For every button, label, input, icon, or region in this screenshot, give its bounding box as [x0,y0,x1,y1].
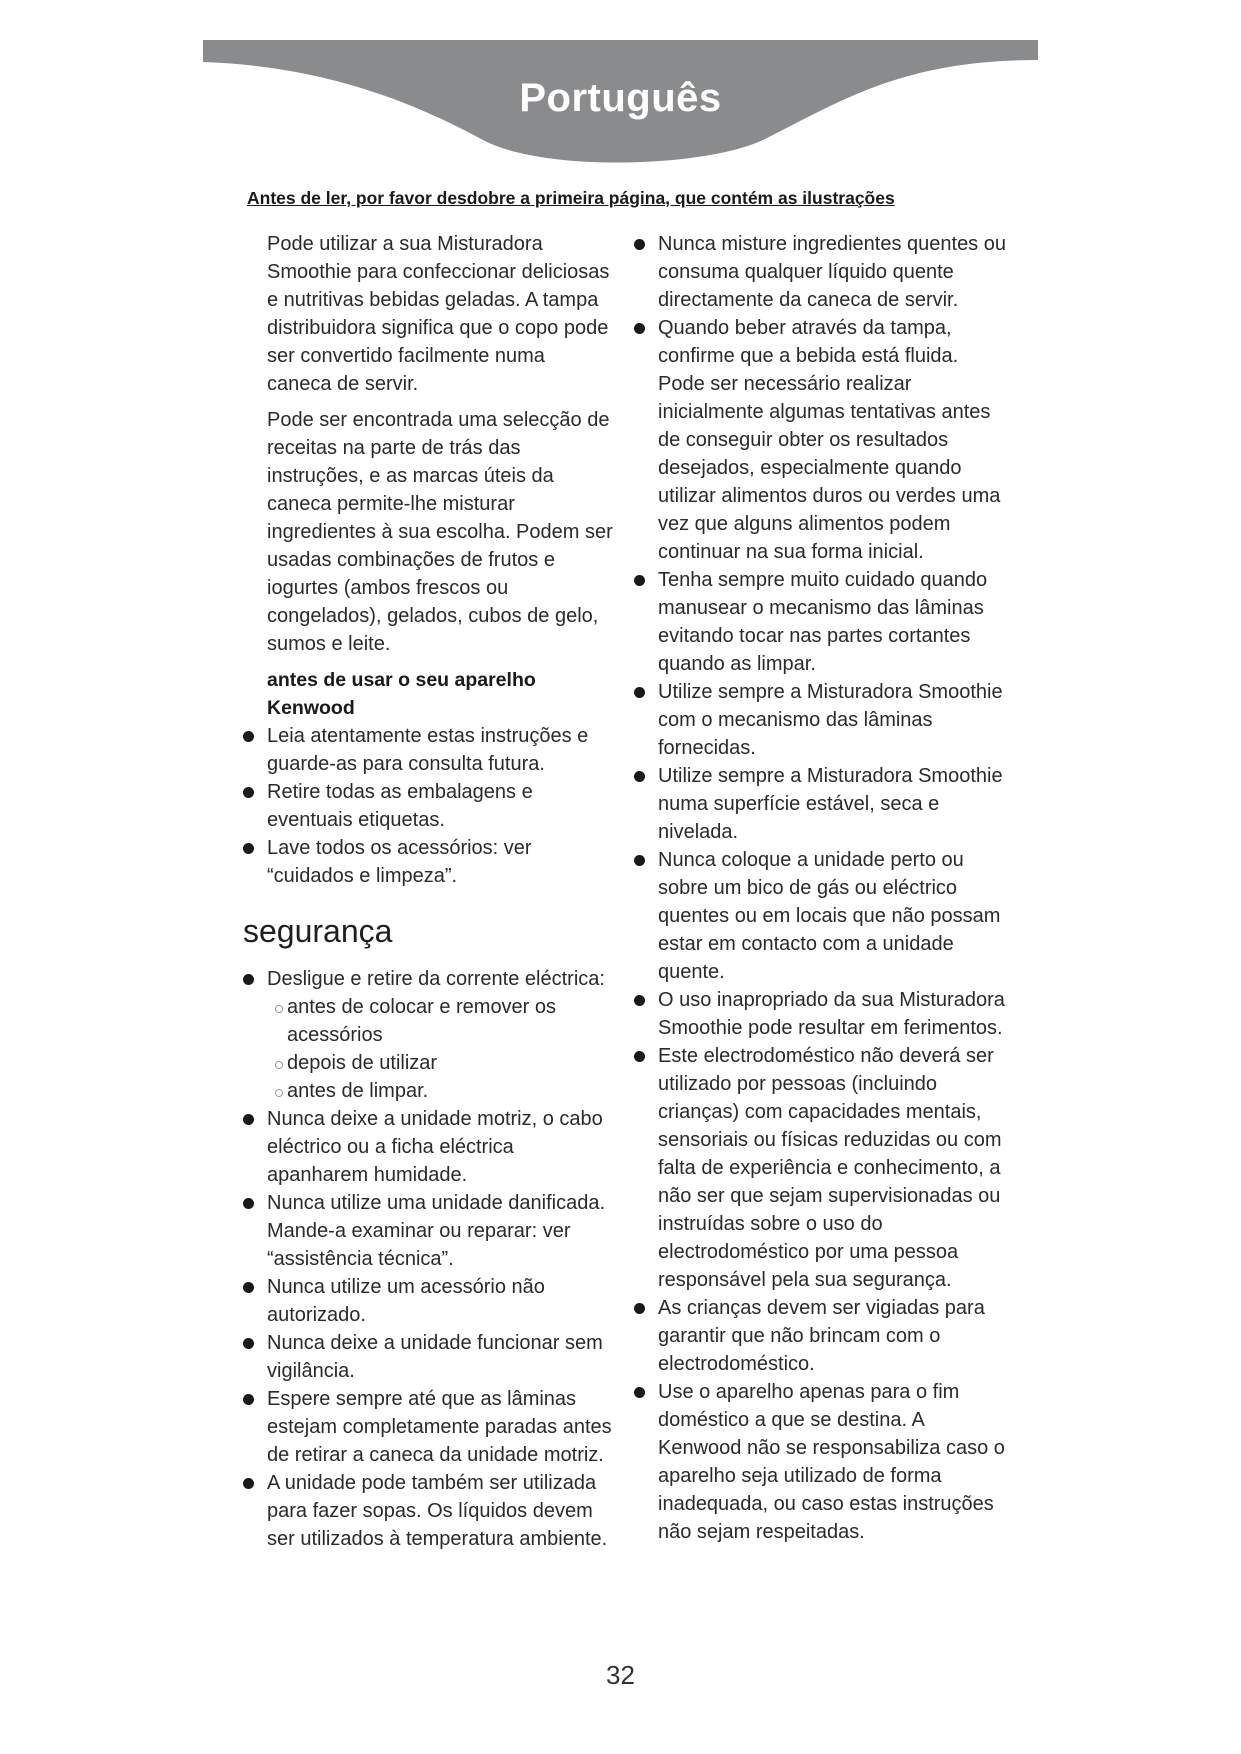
list-item: Use o aparelho apenas para o fim doméstico a que se destina. A Kenwood não se responsabiliza caso o aparelho seja utilizado de forma inadequada, ou caso estas instruções não sejam respeitadas. [634,1378,1009,1546]
safety-section-title: segurança [243,913,393,949]
bullet-icon [243,1282,254,1293]
sub-list-item: depois de utilizar [243,1049,613,1077]
sub-bullet-icon [275,1005,283,1013]
left-column [243,230,613,1553]
sub-list-item: antes de colocar e remover os acessórios [243,993,613,1049]
before-use-list [243,722,613,890]
bullet-icon [243,843,254,854]
language-banner [203,40,1038,175]
list-item: Quando beber através da tampa, confirme que a bebida está fluida. Pode ser necessário realizar inicialmente algumas tentativas antes de conseguir obter os resultados desejados, especialmente quando utilizar alimentos duros ou verdes uma vez que alguns alimentos podem continuar na sua forma inicial. [634,314,1009,566]
bullet-icon [634,687,645,698]
list-item: Este electrodoméstico não deverá ser utilizado por pessoas (incluindo crianças) com capacidades mentais, sensoriais ou físicas reduzidas ou com falta de experiência e conhecimento, a não ser que sejam supervisionadas ou instruídas sobre o uso do electrodoméstico por uma pessoa responsável pela sua segurança. [634,1042,1009,1294]
list-item: Retire todas as embalagens e eventuais etiquetas. [243,778,613,834]
bullet-icon [634,855,645,866]
list-item: Utilize sempre a Misturadora Smoothie com o mecanismo das lâminas fornecidas. [634,678,1009,762]
before-use-heading: antes de usar o seu aparelho Kenwood [267,669,536,719]
bullet-icon [634,771,645,782]
list-item: Tenha sempre muito cuidado quando manusear o mecanismo das lâminas evitando tocar nas partes cortantes quando as limpar. [634,566,1009,678]
list-item: Leia atentamente estas instruções e guarde-as para consulta futura. [243,722,613,778]
list-item: Nunca coloque a unidade perto ou sobre um bico de gás ou eléctrico quentes ou em locais que não possam estar em contacto com a unidade quente. [634,846,1009,986]
sub-bullet-icon [275,1061,283,1069]
bullet-icon [243,1478,254,1489]
list-item: Utilize sempre a Misturadora Smoothie numa superfície estável, seca e nivelada. [634,762,1009,846]
list-item: O uso inapropriado da sua Misturadora Smoothie pode resultar em ferimentos. [634,986,1009,1042]
recipes-paragraph: Pode ser encontrada uma selecção de receitas na parte de trás das instruções, e as marcas úteis da caneca permite-lhe misturar ingredientes à sua escolha. Podem ser usadas combinações de frutos e iogurtes (ambos frescos ou congelados), gelados, cubos de gelo, sumos e leite. [267,409,613,655]
safety-list-continued [634,230,1009,1546]
list-item: Nunca utilize um acessório não autorizado. [243,1273,613,1329]
list-item: Nunca deixe a unidade motriz, o cabo eléctrico ou a ficha eléctrica apanharem humidade. [243,1105,613,1189]
list-item: Espere sempre até que as lâminas estejam completamente paradas antes de retirar a caneca da unidade motriz. [243,1385,613,1469]
page-number: 32 [606,1660,635,1690]
language-title: Português [519,76,722,120]
bullet-icon [634,1051,645,1062]
bullet-icon [634,239,645,250]
unfold-instruction-note: Antes de ler, por favor desdobre a primeira página, que contém as ilustrações [247,188,895,208]
list-item: A unidade pode também ser utilizada para fazer sopas. Os líquidos devem ser utilizados à temperatura ambiente. [243,1469,613,1553]
bullet-icon [634,323,645,334]
bullet-icon [634,575,645,586]
safety-list [243,965,613,1553]
list-item: Nunca deixe a unidade funcionar sem vigilância. [243,1329,613,1385]
list-item: Nunca misture ingredientes quentes ou consuma qualquer líquido quente directamente da caneca de servir. [634,230,1009,314]
bullet-icon [634,995,645,1006]
list-item: Lave todos os acessórios: ver “cuidados e limpeza”. [243,834,613,890]
bullet-icon [243,1114,254,1125]
sub-list-item: antes de limpar. [243,1077,613,1105]
bullet-icon [243,1198,254,1209]
bullet-icon [243,1338,254,1349]
list-item: As crianças devem ser vigiadas para garantir que não brincam com o electrodoméstico. [634,1294,1009,1378]
bullet-icon [243,731,254,742]
bullet-icon [243,974,254,985]
list-item: Nunca utilize uma unidade danificada. Mande-a examinar ou reparar: ver “assistência técnica”. [243,1189,613,1273]
right-column [634,230,1009,1546]
list-item: Desligue e retire da corrente eléctrica: [243,965,613,993]
bullet-icon [634,1387,645,1398]
bullet-icon [243,787,254,798]
bullet-icon [634,1303,645,1314]
bullet-icon [243,1394,254,1405]
intro-paragraph: Pode utilizar a sua Misturadora Smoothie para confeccionar deliciosas e nutritivas bebidas geladas. A tampa distribuidora significa que o copo pode ser convertido facilmente numa caneca de servir. [267,233,610,395]
sub-bullet-icon [275,1089,283,1097]
